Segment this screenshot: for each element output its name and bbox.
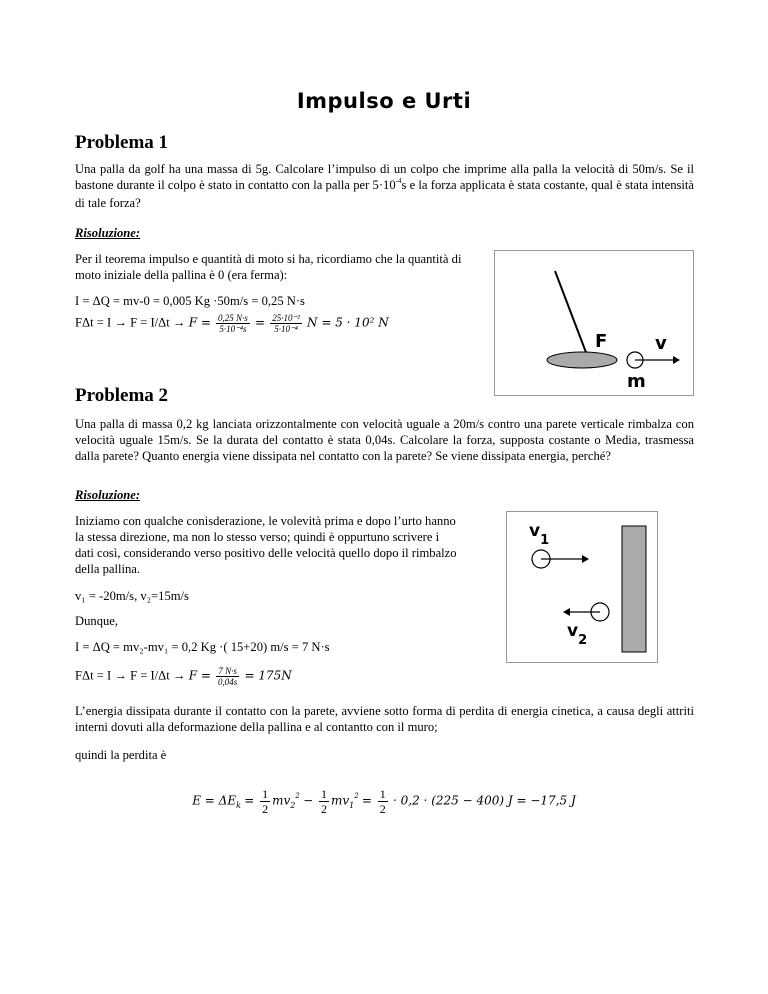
mass-label: m (627, 371, 646, 392)
problem2-eq1: I = ΔQ = mv₂-mv₁ = 0,2 Kg ·( 15+20) m/s = 7 N·s (75, 640, 330, 654)
golf-club-figure (494, 250, 694, 396)
problem2-heading: Problema 2 (75, 385, 169, 406)
v2-label: $v_2$ (567, 621, 588, 648)
problem2-intro: Iniziamo con qualche conisderazione, le volevità prima e dopo l’urto hanno la stessa direzione, ma non lo stesso verso; quindi è oppurtuno scrivere i dati così, considerando verso positivo delle velocità quello dopo il rimbalzo della pallina. (75, 514, 457, 576)
problem1-eq2: FΔt = I → F = I/Δt → F = $\frac{0,25 N\cdot s}{\text{5·10⁻⁴s}}$ = $\frac{\text{25·10⁻²}}{\text{5·10⁻⁴}}$ N = 5 · 10² N (75, 313, 389, 334)
problem2-dunque: Dunque, (75, 614, 119, 628)
problem2-text: Una palla di massa 0,2 kg lanciata orizzontalmente con velocità uguale a 20m/s contro una parete verticale rimbalza con velocità uguale 15m/s. Se la durata del contatto è stata 0,04s. Calcolare la forza, supposta costante o Media, trasmessa dalla parete? Quanto energia viene dissipata nel contatto con la parete? Se viene dissipata energia, perché? (75, 417, 694, 463)
problem2-eq2: FΔt = I → F = I/Δt → F = $\frac{7 N\cdot s}{0,04s}$ = 175N (75, 666, 292, 687)
v1-arrowhead (582, 555, 589, 563)
problem1-heading: Problema 1 (75, 132, 169, 153)
wall (622, 526, 646, 652)
club-head (547, 352, 617, 368)
problem1-text: Una palla da golf ha una massa di 5g. Calcolare l’impulso di un colpo che imprime alla palla la velocità di 50m/s. Se il bastone durante il colpo è stato in contatto con la palla per $5\cdot 10^{-4}s$ e la forza applicata è stata costante, qual è stata intensità di tale forza? (75, 162, 695, 210)
v1-label: $v_1$ (529, 521, 550, 548)
velocity-arrowhead (673, 356, 680, 364)
problem2-velocities: v₁ = -20m/s, v₂=15m/s (75, 589, 189, 603)
problem1-intro: Per il teorema impulso e quantità di moto si ha, ricordiamo che la quantità di moto iniziale della pallina è 0 (era ferma): (75, 252, 462, 282)
problem2-quindi: quindi la perdita è (75, 748, 167, 762)
velocity-label: v (655, 333, 667, 354)
v2-arrowhead (563, 608, 570, 616)
problem2-solution-label: Risoluzione: (75, 488, 141, 502)
wall-bounce-figure (506, 511, 658, 663)
problem1-solution-label: Risoluzione: (75, 226, 141, 240)
problem2-energy-text: L’energia dissipata durante il contatto con la parete, avviene sotto forma di perdita di energia cinetica, a causa degli attriti interni dovuti alla deformazione della pallina e al contantto con il muro; (75, 704, 694, 734)
problem1-eq1: I = ΔQ = mv-0 = 0,005 Kg ·50m/s = 0,25 N·s (75, 294, 305, 308)
force-label: F (595, 331, 608, 352)
club-shaft (555, 271, 587, 355)
energy-equation: $E = \Delta E_k$ = $\frac{1}{2}$ $mv_2^2$ − $\frac{1}{2}$ $mv_1^2$ = $\frac{1}{2}$ · 0,2 · (225 − 400) J = −17,5 J (192, 787, 576, 816)
document-title: Impulso e Urti (296, 89, 472, 113)
